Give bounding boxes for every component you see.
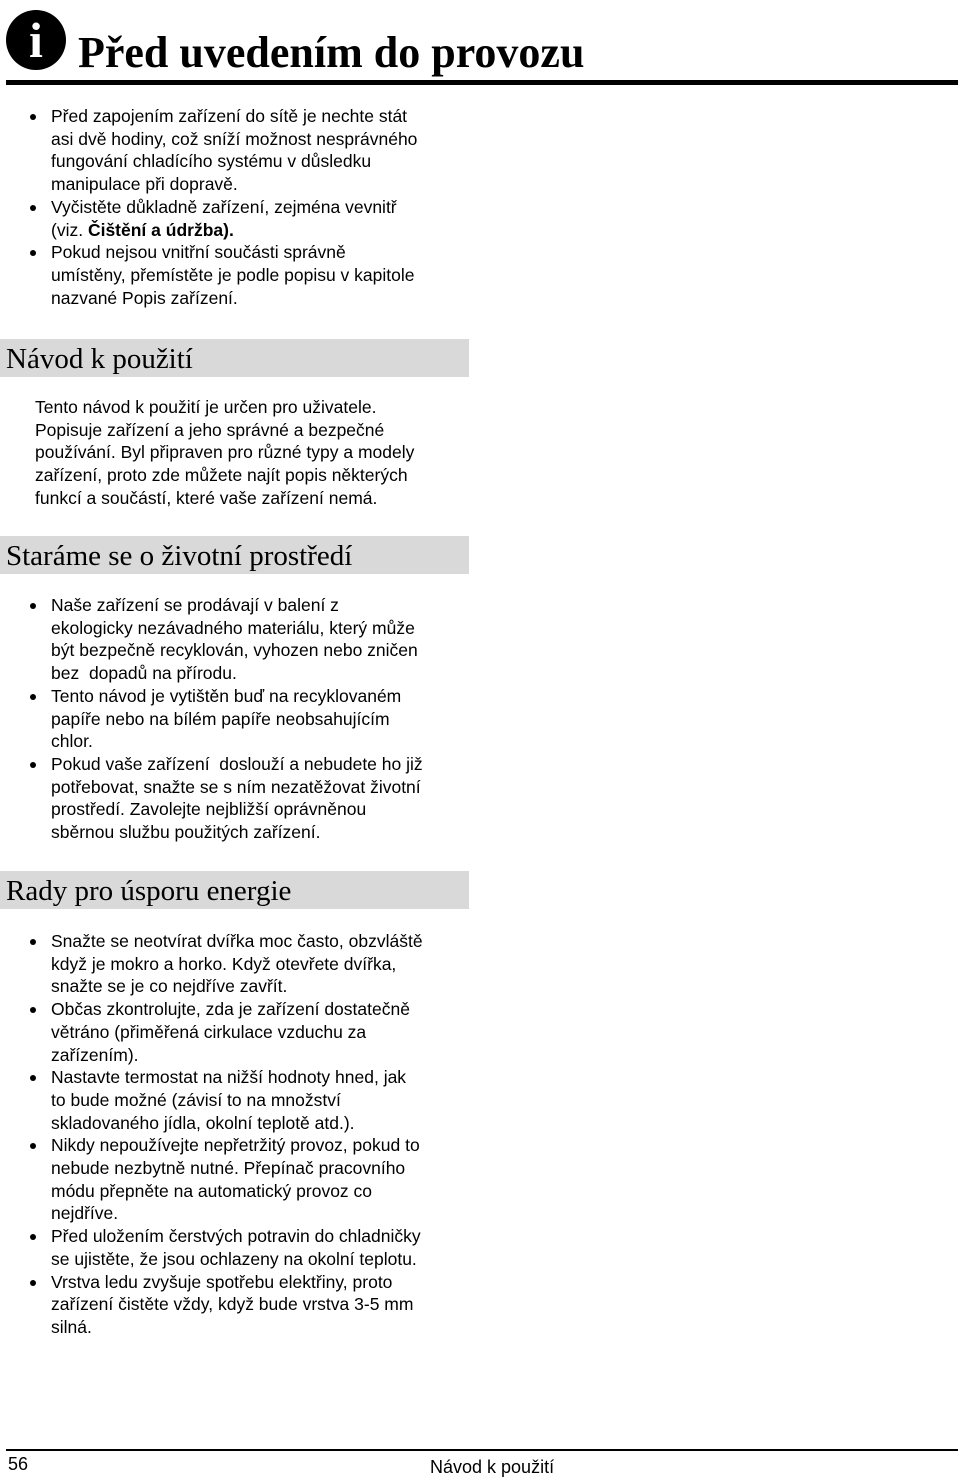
section-heading-environment	[0, 536, 469, 574]
list-item: Občas zkontrolujte, zda je zařízení dostatečně větráno (přiměřená cirkulace vzduchu za zařízením).	[27, 998, 423, 1066]
list-item: Naše zařízení se prodávají v balení z ekologicky nezávadného materiálu, který může být bezpečně recyklován, vyhozen nebo zničen bez dopadů na přírodu.	[27, 594, 423, 685]
environment-list	[27, 594, 423, 844]
list-item: Nastavte termostat na nižší hodnoty hned, jak to bude možné (závisí to na množství skladovaného jídla, okolní teplotě atd.).	[27, 1066, 423, 1134]
header-rule	[6, 80, 958, 85]
info-icon: i	[6, 10, 66, 70]
page-number: 56	[8, 1454, 29, 1474]
section-heading-manual	[0, 339, 469, 377]
chapter-reference: Čištění a údržba).	[87, 219, 234, 240]
footer-rule	[6, 1449, 958, 1451]
energy-list	[27, 930, 423, 1339]
list-item: Pokud nejsou vnitřní součásti správně umístěny, přemístěte je podle popisu v kapitole nazvané Popis zařízení.	[27, 241, 417, 309]
section-title: Návod k použití	[6, 343, 193, 375]
list-item: Před uložením čerstvých potravin do chladničky se ujistěte, že jsou ochlazeny na okolní teplotu.	[27, 1225, 423, 1270]
list-item: Vyčistěte důkladně zařízení, zejména vevnitř (viz. Čištění a údržba).	[27, 196, 417, 241]
footer-title: Návod k použití	[430, 1457, 555, 1477]
page-title: Před uvedením do provozu	[78, 28, 585, 77]
list-item: Tento návod je vytištěn buď na recyklovaném papíře nebo na bílém papíře neobsahujícím chlor.	[27, 685, 423, 753]
list-item: Před zapojením zařízení do sítě je nechte stát asi dvě hodiny, což sníží možnost nesprávného fungování chladícího systému v důsledku manipulace při dopravě.	[27, 105, 417, 196]
section-heading-energy	[0, 871, 469, 909]
list-item: Pokud vaše zařízení doslouží a nebudete ho již potřebovat, snažte se s ním nezatěžovat životní prostředí. Zavolejte nejbližší oprávněnou sběrnou službu použitých zařízení.	[27, 753, 423, 844]
list-item: Snažte se neotvírat dvířka moc často, obzvláště když je mokro a horko. Když otevřete dvířka, snažte se je co nejdříve zavřít.	[27, 930, 423, 998]
manual-paragraph: Tento návod k použití je určen pro uživatele. Popisuje zařízení a jeho správné a bezpečné používání. Byl připraven pro různé typy a modely zařízení, proto zde můžete najít popis některých funkcí a součástí, které vaše zařízení nemá.	[35, 397, 415, 508]
list-item: Vrstva ledu zvyšuje spotřebu elektřiny, proto zařízení čistěte vždy, když bude vrstva 3-5 mm silná.	[27, 1271, 423, 1339]
page-header	[6, 10, 958, 86]
list-item: Nikdy nepoužívejte nepřetržitý provoz, pokud to nebude nezbytně nutné. Přepínač pracovního módu přepněte na automatický provoz co nejdříve.	[27, 1134, 423, 1225]
intro-list	[27, 105, 417, 309]
section-title: Staráme se o životní prostředí	[6, 540, 353, 572]
section-title: Rady pro úsporu energie	[6, 875, 292, 907]
